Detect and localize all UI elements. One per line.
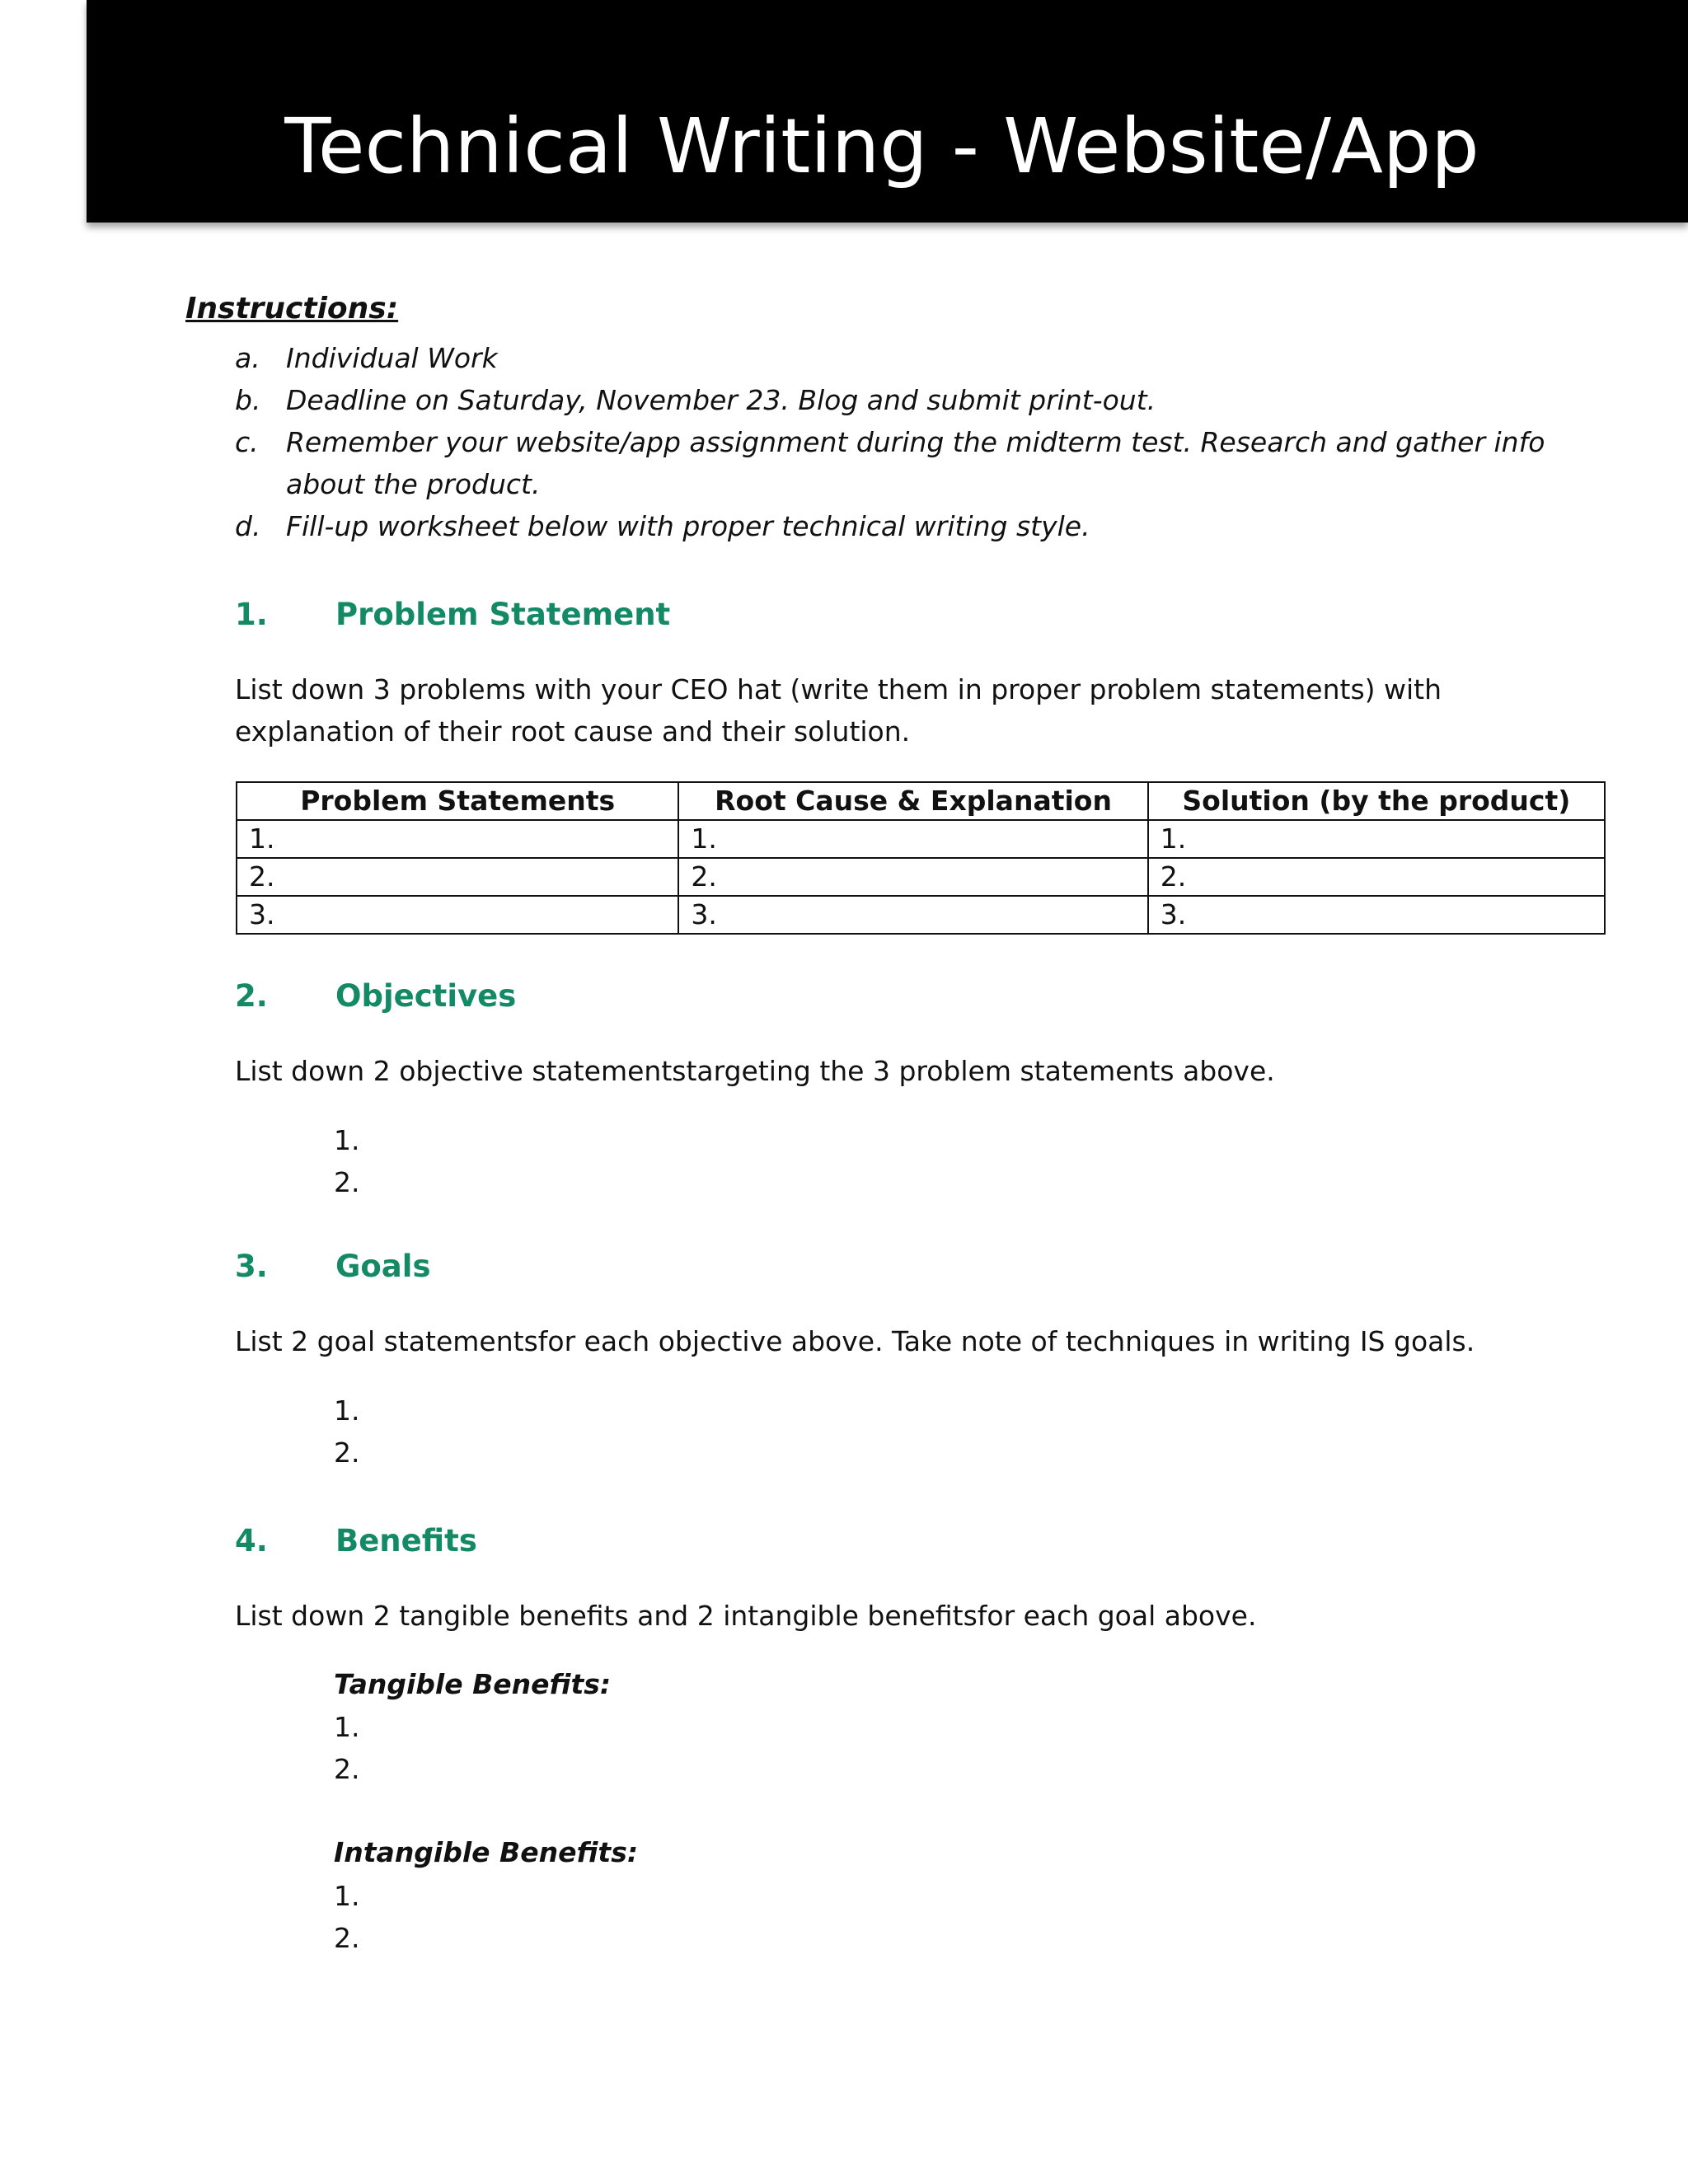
list-item: 1. (334, 1711, 360, 1743)
list-item: 1. (334, 1124, 360, 1156)
section-paragraph: List down 2 objective statementstargeting the 3 problem statements above. (235, 1055, 1275, 1087)
table-row (237, 896, 1605, 934)
tangible-benefits-label: Tangible Benefits: (334, 1668, 612, 1700)
section-heading-benefits: 4. Benefits (235, 1523, 477, 1558)
lotus-logo-icon (1669, 25, 1688, 214)
page-title: Technical Writing - Website/App (284, 102, 1479, 190)
section-heading-objectives: 2. Objectives (235, 978, 517, 1014)
list-item: 2. (334, 1436, 360, 1469)
table-cell[interactable]: 2. (237, 858, 678, 896)
table-cell[interactable]: 2. (1148, 858, 1605, 896)
table-cell[interactable]: 1. (1148, 820, 1605, 858)
column-header: Root Cause & Explanation (678, 782, 1147, 820)
table-cell[interactable]: 3. (1148, 896, 1605, 934)
page-header (87, 0, 1688, 223)
column-header: Solution (by the product) (1148, 782, 1605, 820)
instruction-item: c. Remember your website/app assignment during the midterm test. Research and gather info about the product. (235, 426, 1545, 500)
problem-table (236, 781, 1606, 935)
section-paragraph: List down 2 tangible benefits and 2 intangible benefitsfor each goal above. (235, 1600, 1257, 1632)
table-cell[interactable]: 1. (678, 820, 1147, 858)
column-header: Problem Statements (237, 782, 678, 820)
table-header-row (237, 782, 1605, 820)
instruction-item: b. Deadline on Saturday, November 23. Blog and submit print-out. (235, 384, 1156, 416)
section-heading-goals: 3. Goals (235, 1249, 431, 1284)
list-item: 1. (334, 1880, 360, 1912)
table-row (237, 858, 1605, 896)
table-cell[interactable]: 3. (678, 896, 1147, 934)
list-item: 2. (334, 1753, 360, 1785)
section-paragraph: List down 3 problems with your CEO hat (write them in proper problem statements) with explanation of their root cause and their solution. (235, 673, 1442, 748)
table-cell[interactable]: 2. (678, 858, 1147, 896)
table-cell[interactable]: 1. (237, 820, 678, 858)
table-row (237, 820, 1605, 858)
instructions-title: Instructions: (185, 292, 399, 326)
section-paragraph: List 2 goal statementsfor each objective above. Take note of techniques in writing IS goals. (235, 1325, 1475, 1357)
list-item: 2. (334, 1166, 360, 1198)
list-item: 2. (334, 1922, 360, 1954)
instruction-item: a. Individual Work (235, 342, 498, 374)
intangible-benefits-label: Intangible Benefits: (334, 1836, 639, 1868)
table-cell[interactable]: 3. (237, 896, 678, 934)
list-item: 1. (334, 1394, 360, 1427)
section-heading-problem-statement: 1. Problem Statement (235, 597, 671, 632)
instruction-item: d. Fill-up worksheet below with proper technical writing style. (235, 510, 1090, 542)
